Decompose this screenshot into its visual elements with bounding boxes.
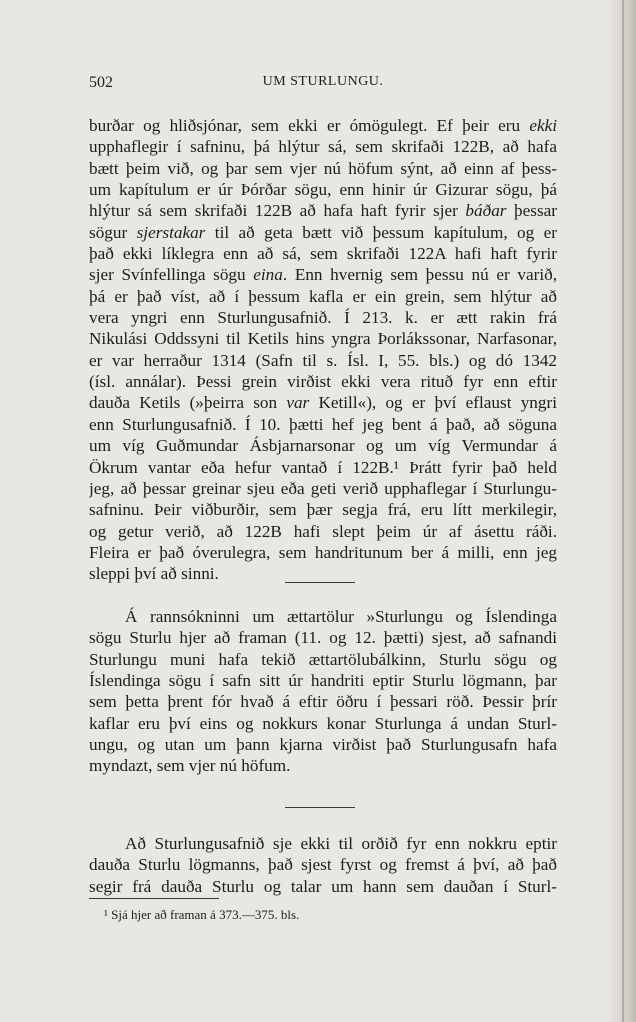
- text-line: [89, 136, 557, 157]
- line-text: Ketill«), og er því eflaust yngri: [309, 393, 557, 413]
- text-line: [89, 876, 557, 897]
- section-divider: [285, 582, 355, 583]
- text-line: [89, 179, 557, 200]
- line-text: til að geta bætt við þessum kapítulum, og er: [205, 222, 557, 242]
- line-text: upphaflegir í safninu, þá hlýtur sá, sem skrifaði 122B, að hafa: [89, 137, 557, 157]
- line-text: enn Sturlungusafnið. Í 10. þætti hef jeg bent á það, að söguna: [89, 414, 557, 434]
- text-line: [89, 606, 557, 627]
- text-line: [89, 521, 557, 542]
- footnote-text: Sjá hjer að framan á 373.—375. bls.: [111, 907, 300, 922]
- line-text: Íslendinga sögu í safn sitt úr handriti eptir Sturlu lögmann, þar: [89, 671, 557, 691]
- line-text: hlýtur sá sem skrifaði 122B að hafa haft fyrir sjer: [89, 201, 466, 221]
- page-header: [89, 74, 557, 96]
- line-text: dauða Sturlu lögmanns, það sjest fyrst og fremst á því, að það: [89, 855, 557, 875]
- text-line: [89, 670, 557, 691]
- line-text: um víg Guðmundar Ásbjarnarsonar og um víg Vermundar á: [89, 436, 557, 456]
- line-text: sögur: [89, 222, 137, 242]
- line-text: og getur verið, að 122B hafi slept þeim úr af ásettu ráði.: [89, 521, 557, 541]
- text-line: [89, 627, 557, 648]
- section-divider: [285, 807, 355, 808]
- line-text: Að Sturlungusafnið sje ekki til orðið fyr enn nokkru eptir: [125, 834, 557, 853]
- text-line: [89, 307, 557, 328]
- line-text: (ísl. annálar). Þessi grein virðist ekki vera rituð fyr enn eftir: [89, 372, 557, 392]
- line-text: Ökrum vantar eða hefur vantað í 122B.¹ Þrátt fyrir það held: [89, 457, 557, 477]
- page-number: 502: [89, 74, 113, 91]
- line-text: jeg, að þessar greinar sjeu eða geti verið upphaflegar í Sturlungu-: [89, 478, 557, 498]
- paragraph-1: [89, 115, 557, 585]
- emphasis-text: báðar: [465, 201, 507, 221]
- text-line: [89, 115, 557, 136]
- line-text: sem þetta þrent fór hvað á eftir öðru í þessari röð. Þessir þrír: [89, 692, 557, 712]
- text-line: [89, 286, 557, 307]
- line-text: vera yngri enn Sturlungusafnið. Í 213. k. er ætt rakin frá: [89, 308, 557, 328]
- line-text: er var herraður 1314 (Safn til s. Ísl. I, 55. bls.) og dó 1342: [89, 350, 557, 370]
- line-text: þá er það víst, að í þessum kafla er ein grein, sem hlýtur að: [89, 286, 557, 306]
- text-line: [89, 713, 557, 734]
- text-line: [89, 499, 557, 520]
- running-title: UM STURLUNGU.: [262, 74, 384, 89]
- emphasis-text: var: [286, 393, 310, 413]
- emphasis-text: eina: [253, 265, 283, 285]
- text-line: [89, 478, 557, 499]
- line-text: kaflar eru því eins og nokkurs konar Sturlunga á undan Sturl-: [89, 713, 557, 733]
- text-line: [89, 200, 557, 221]
- emphasis-text: sjerstakar: [136, 222, 206, 242]
- page-edge-shadow: [608, 0, 636, 1022]
- text-line: [89, 833, 557, 854]
- line-text: Sturlungu muni hafa tekið ættartölubálkinn, Sturlu sögu og: [89, 649, 557, 669]
- line-text: sjer Svínfellinga sögu: [89, 265, 254, 285]
- text-line: [89, 243, 557, 264]
- text-line: [89, 328, 557, 349]
- line-text: Fleira er það óverulegra, sem handritunum ber á milli, enn jeg: [89, 542, 557, 562]
- text-line: [89, 457, 557, 478]
- line-text: Nikulási Oddssyni til Ketils hins yngra Þorlákssonar, Narfasonar,: [89, 329, 557, 349]
- line-text: sleppi því að sinni.: [89, 564, 219, 584]
- text-line: [89, 854, 557, 875]
- text-line: [89, 371, 557, 392]
- emphasis-text: ekki: [529, 116, 557, 135]
- line-text: dauða Ketils (»þeirra son: [89, 393, 287, 413]
- line-text: Á rannsókninni um ættartölur »Sturlungu og Íslendinga: [125, 607, 557, 626]
- text-line: [89, 350, 557, 371]
- text-line: [89, 264, 557, 285]
- line-text: bætt þeim við, og þar sem vjer nú höfum sýnt, að einn af þess-: [89, 158, 557, 178]
- text-line: [89, 755, 557, 776]
- line-text: það ekki líklegra enn að sá, sem skrifaði 122A hafi haft fyrir: [89, 244, 557, 264]
- line-text: safninu. Þeir viðburðir, sem þær segja frá, eru lítt merkilegir,: [89, 500, 557, 520]
- line-text: segir frá dauða Sturlu og talar um hann sem dauðan í Sturl-: [89, 876, 557, 896]
- line-text: myndazt, sem vjer nú höfum.: [89, 756, 291, 776]
- text-line: [89, 734, 557, 755]
- text-line: [89, 158, 557, 179]
- line-text: sögu Sturlu hjer að framan (11. og 12. þætti) sjest, að safnandi: [89, 628, 557, 648]
- footnote-rule: [89, 898, 219, 899]
- text-line: [89, 435, 557, 456]
- paragraph-2: [89, 606, 557, 777]
- line-text: . Enn hvernig sem þessu nú er varið,: [282, 265, 557, 285]
- line-text: ungu, og utan um þann kjarna virðist það Sturlungusafn hafa: [89, 735, 557, 755]
- paragraph-3: [89, 833, 557, 897]
- text-line: [89, 649, 557, 670]
- line-text: um kapítulum er úr Þórðar sögu, enn hinir úr Gizurar sögu, þá: [89, 180, 557, 200]
- text-line: [89, 414, 557, 435]
- line-text: burðar og hliðsjónar, sem ekki er ómögulegt. Ef þeir eru: [89, 116, 530, 135]
- footnote: [104, 907, 299, 923]
- footnote-marker: ¹: [104, 907, 108, 922]
- text-line: [89, 222, 557, 243]
- line-text: þessar: [506, 201, 557, 221]
- text-line: [89, 542, 557, 563]
- text-line: [89, 392, 557, 413]
- text-line: [89, 691, 557, 712]
